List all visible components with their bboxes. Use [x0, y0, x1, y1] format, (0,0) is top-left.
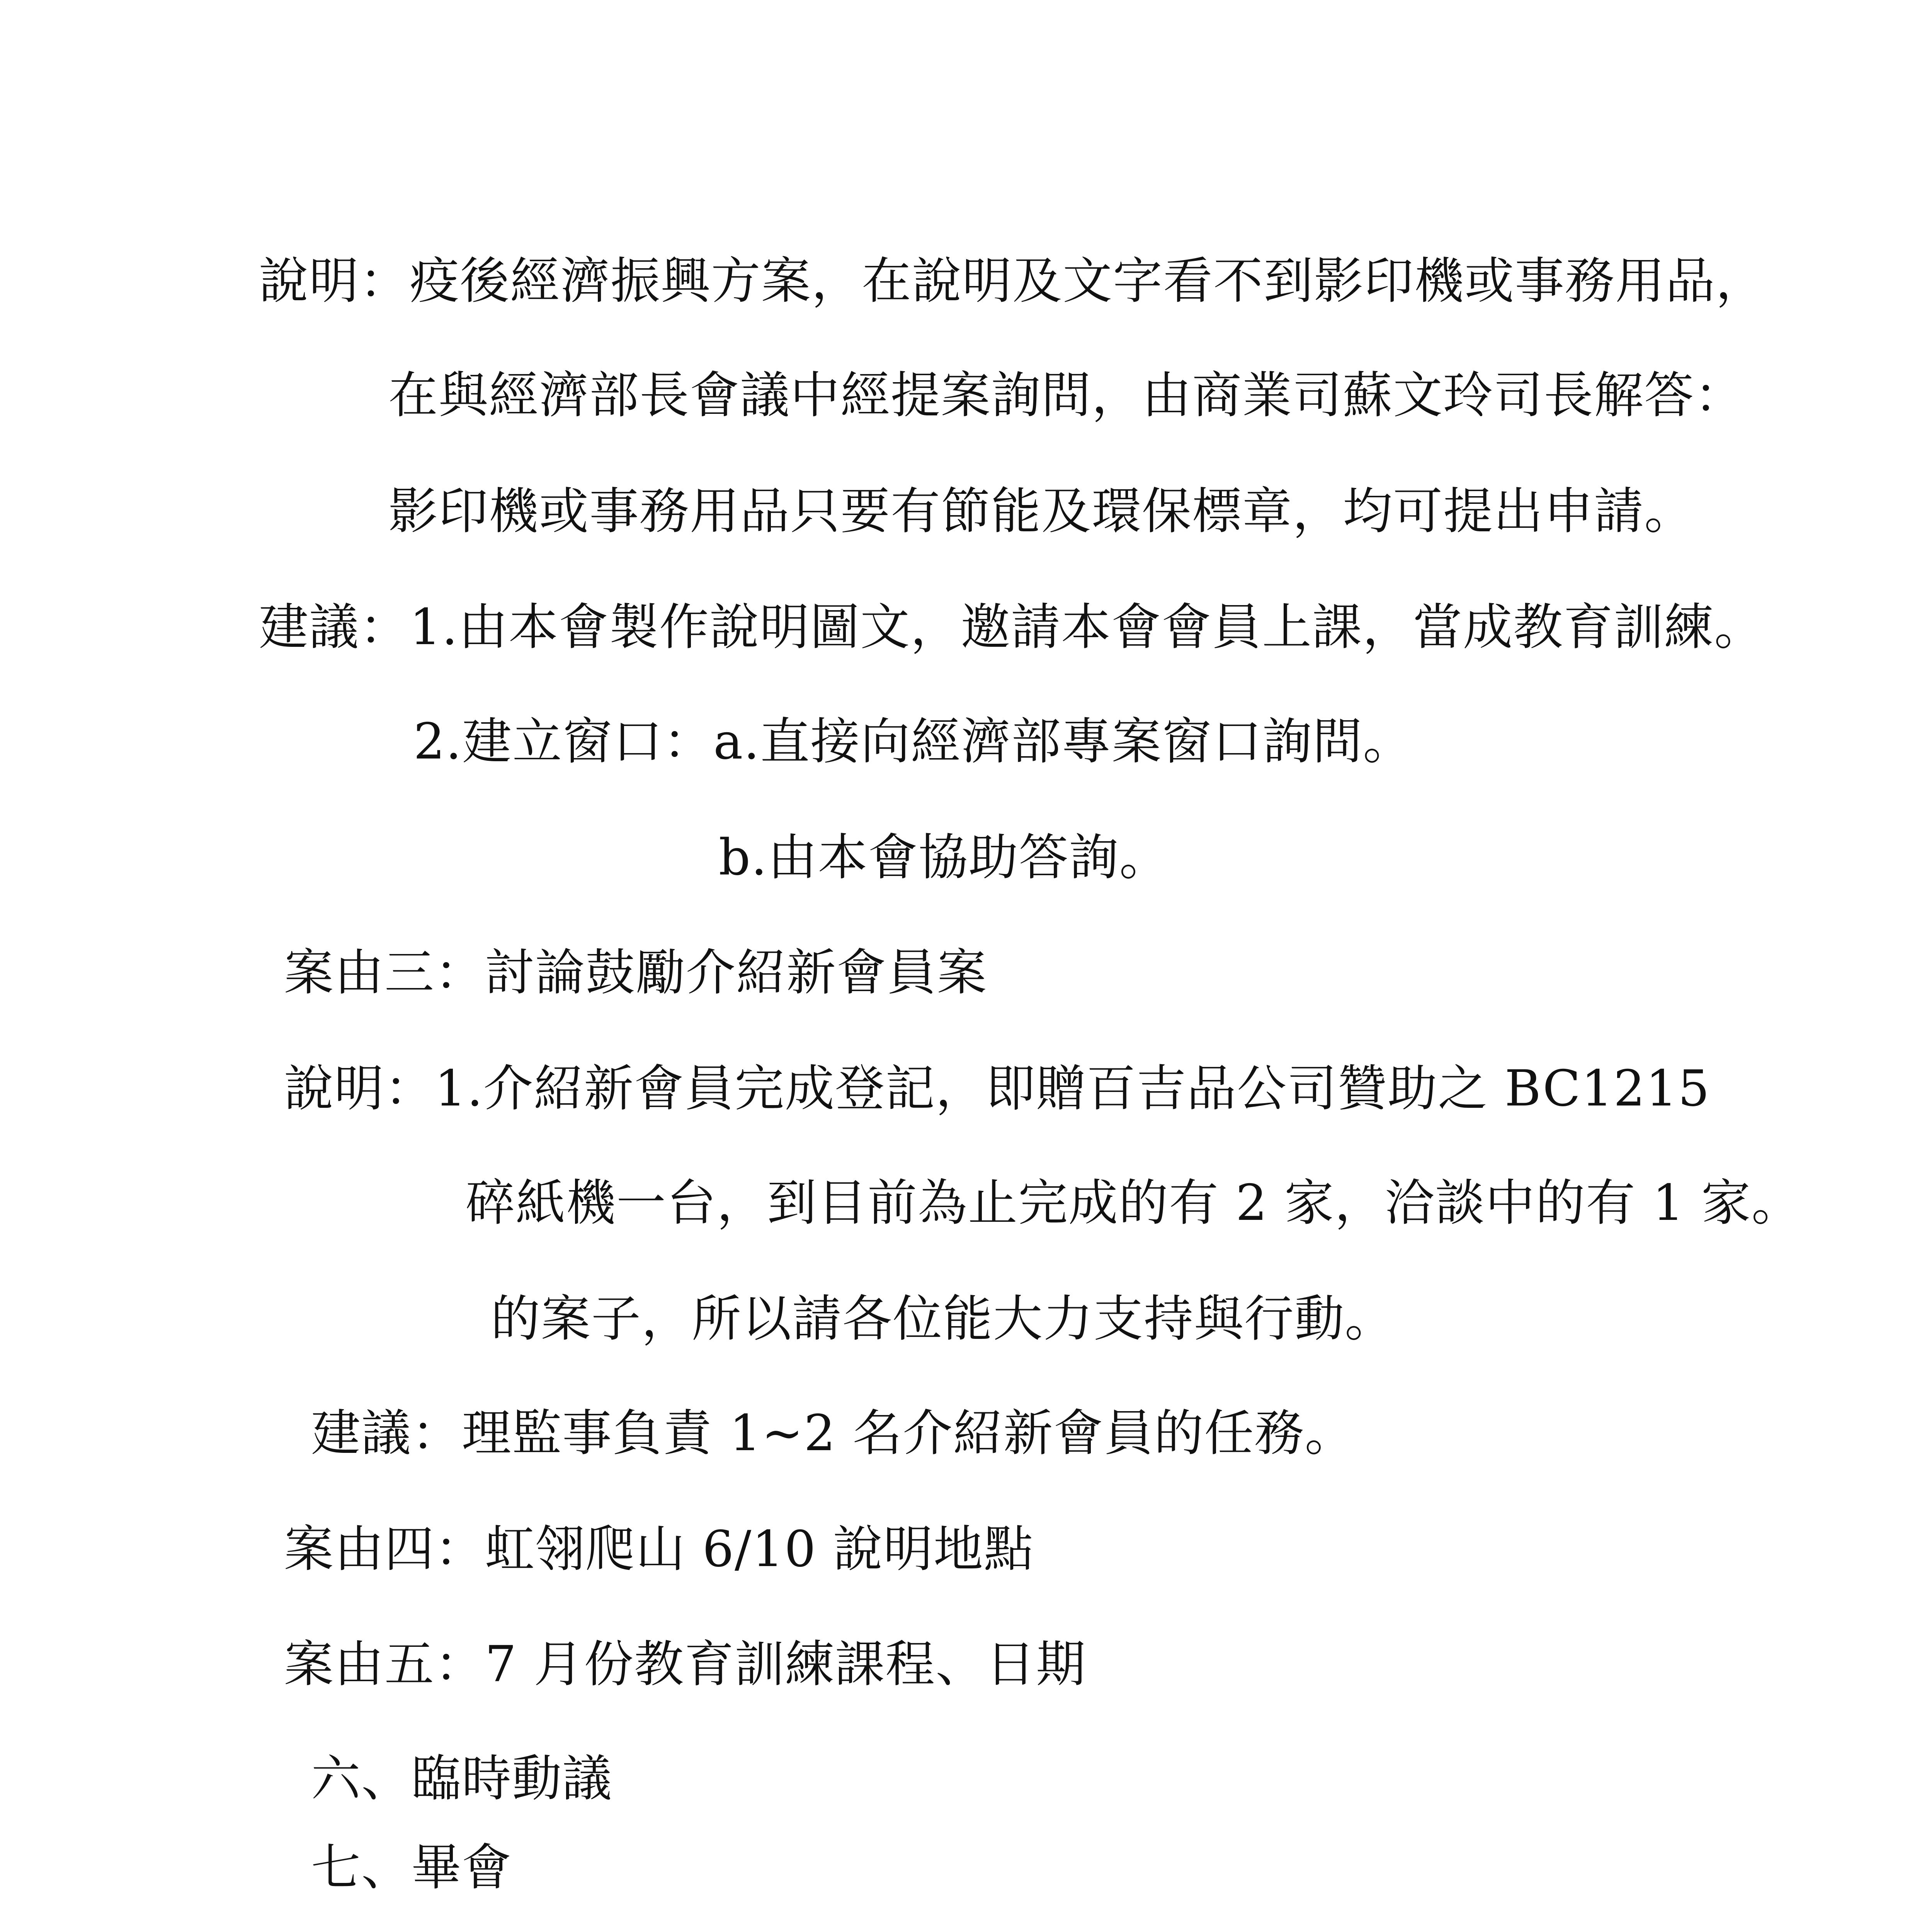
case-three-explanation-3: 的案子，所以請各位能大力支持與行動。: [491, 1290, 1395, 1348]
case-three-explanation-2: 碎紙機一台，到目前為止完成的有 2 家，洽談中的有 1 家。: [466, 1174, 1802, 1232]
case-five-heading: 案由五：7 月份教育訓練課程、日期: [284, 1636, 1087, 1693]
explanation-line-1: 說明：疫後經濟振興方案，在說明及文字看不到影印機或事務用品，: [259, 252, 1766, 310]
explanation-line-2: 在與經濟部長會議中經提案詢問，由商業司蘇文玲司長解答：: [388, 367, 1745, 424]
case-three-explanation-1: 說明：1.介紹新會員完成登記，即贈百吉品公司贊助之 BC1215: [284, 1060, 1710, 1117]
explanation-line-3: 影印機或事務用品只要有節能及環保標章，均可提出申請。: [388, 483, 1695, 540]
suggestion-line-3: b.由本會協助答詢。: [719, 829, 1170, 886]
extempore-motions: 六、臨時動議: [311, 1750, 613, 1808]
case-three-suggestion: 建議：理監事負責 1~2 名介紹新會員的任務。: [311, 1405, 1355, 1462]
suggestion-line-2: 2.建立窗口：a.直接向經濟部專案窗口詢問。: [413, 713, 1414, 770]
suggestion-line-1: 建議：1.由本會製作說明圖文，邀請本會會員上課，當成教育訓練。: [259, 599, 1765, 656]
meeting-adjourned: 七、畢會: [311, 1839, 512, 1896]
case-three-heading: 案由三：討論鼓勵介紹新會員案: [284, 944, 988, 1002]
case-four-heading: 案由四：虹翎爬山 6/10 說明地點: [284, 1520, 1034, 1578]
